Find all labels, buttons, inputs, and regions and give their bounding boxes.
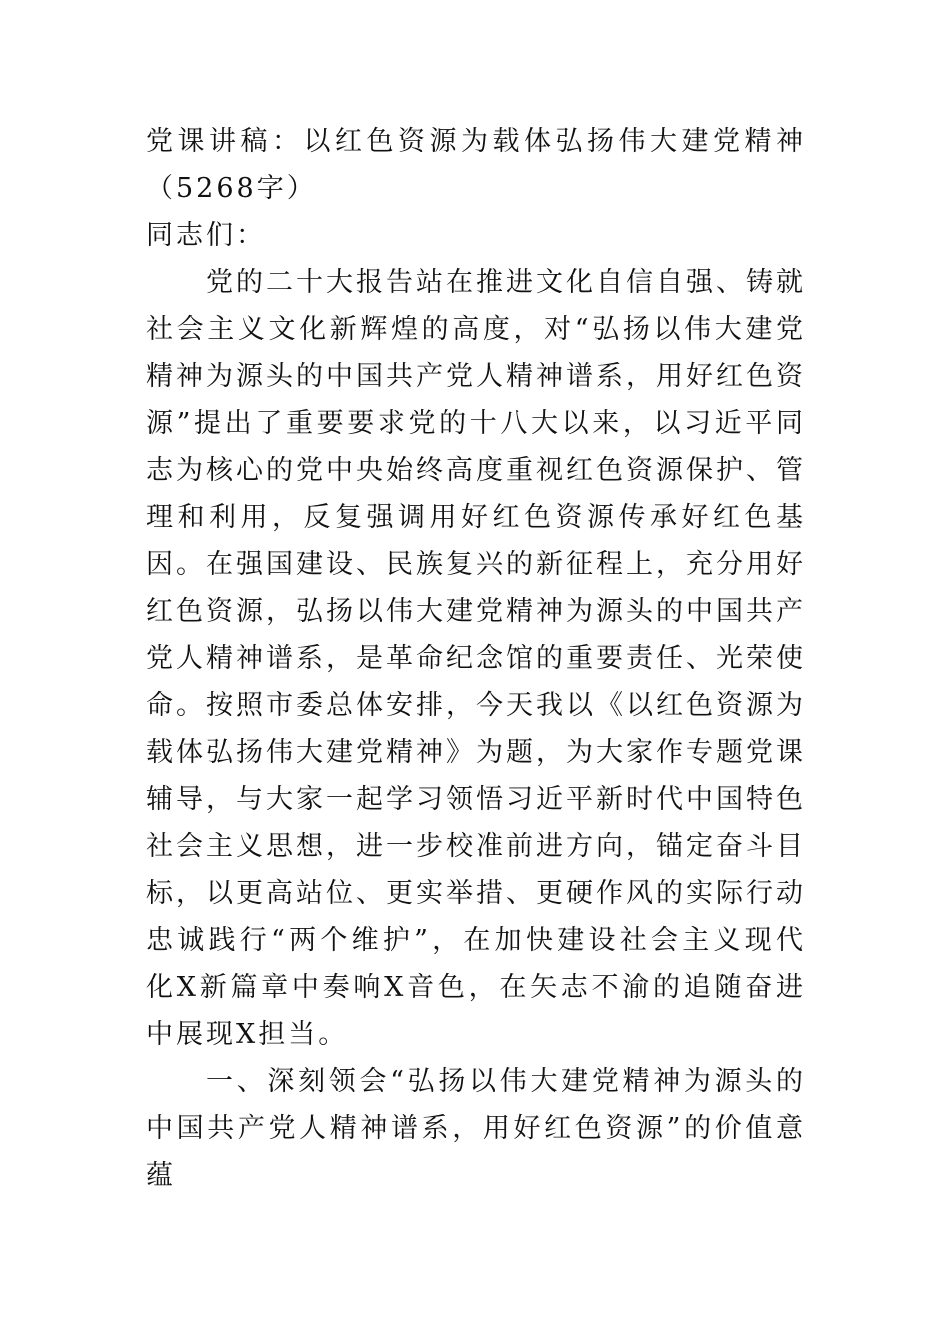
body-paragraph: 党的二十大报告站在推进文化自信自强、铸就社会主义文化新辉煌的高度，对“弘扬以伟大建党精神为源头的中国共产党人精神谱系，用好红色资源”提出了重要要求党的十八大以来，以习近平同志为核心的党中央始终高度重视红色资源保护、管理和利用，反复强调用好红色资源传承好红色基因。在强国建设、民族复兴的新征程上，充分用好红色资源，弘扬以伟大建党精神为源头的中国共产党人精神谱系，是革命纪念馆的重要责任、光荣使命。按照市委总体安排，今天我以《以红色资源为载体弘扬伟大建党精神》为题，为大家作专题党课辅导，与大家一起学习领悟习近平新时代中国特色社会主义思想，进一步校准前进方向，锚定奋斗目标，以更高站位、更实举措、更硬作风的实际行动忠诚践行“两个维护”，在加快建设社会主义现代化X新篇章中奏响X音色，在矢志不渝的追随奋进中展现X担当。 bbox=[146, 267, 806, 1050]
document-body bbox=[146, 118, 806, 1199]
document-title: 党课讲稿：以红色资源为载体弘扬伟大建党精神（5268字） bbox=[146, 126, 806, 204]
section-heading: 一、深刻领会“弘扬以伟大建党精神为源头的中国共产党人精神谱系，用好红色资源”的价值意蕴 bbox=[146, 1066, 806, 1191]
salutation: 同志们： bbox=[146, 220, 266, 251]
